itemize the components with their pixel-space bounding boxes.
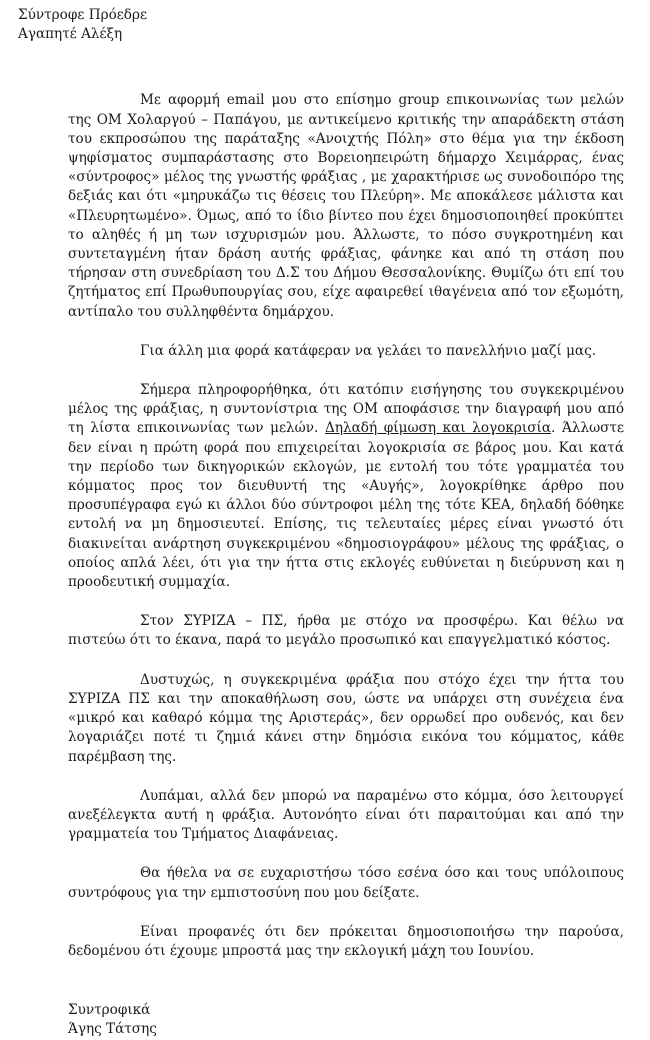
paragraph-3-text-after: . Άλλωστε δεν είναι η πρώτη φορά που επιχειρείται λογοκρισία σε βάρος μου. Και κατά την περίοδο των δικηγορικών εκλογών, με εντολή του τότε γραμματέα του κόμματος προς τον διευθυντή της «Αυγής», λογοκρίθηκε άρθρο που προσυπέγραφα εγώ κι άλλοι δύο σύντροφοι μέλη της τότε ΚΕΑ, δηλαδή δόθηκε εντολή να μη δημοσιευτεί. Επίσης, τις τελευταίες μέρες είναι γνωστό ότι διακινείται ανάρτηση συγκεκριμένου «δημοσιογράφου» μέλους της φράξιας, ο οποίος απλά λέει, ότι για την ήττα στις εκλογές ευθύνεται η διεύρυνση και η προοδευτική συμμαχία. xyxy=(68,420,624,591)
closing-signoff: Συντροφικά xyxy=(68,1002,151,1019)
paragraph-8: Είναι προφανές ότι δεν πρόκειται δημοσιοποιήσω την παρούσα, δεδομένου ότι έχουμε μπροστά μας την εκλογική μάχη του Ιουνίου. xyxy=(68,923,624,959)
paragraph-3-underlined-text: Δηλαδή φίμωση και λογοκρισία xyxy=(325,420,552,437)
paragraph-7: Θα ήθελα να σε ευχαριστήσω τόσο εσένα όσο και τους υπόλοιπους συντρόφους για την εμπιστοσύνη που μου δείξατε. xyxy=(68,865,624,901)
paragraph-3-text-before: Σήμερα πληροφορήθηκα, ότι κατόπιν εισήγησης του συγκεκριμένου μέλος της φράξιας, η συντονίστρια της ΟΜ αποφάσισε την διαγραφή μου από τη λίστα επικοινωνίας των μελών. xyxy=(68,382,624,437)
signature-name: Άγης Τάτσης xyxy=(68,1021,157,1038)
salutation-line-2: Αγαπητέ Αλέξη xyxy=(18,26,123,43)
paragraph-6: Λυπάμαι, αλλά δεν μπορώ να παραμένω στο κόμμα, όσο λειτουργεί ανεξέλεγκτα αυτή η φράξια. Αυτονόητο είναι ότι παραιτούμαι και από την γραμματεία του Τμήματος Διαφάνειας. xyxy=(68,787,624,843)
paragraph-5: Δυστυχώς, η συγκεκριμένα φράξια που στόχο έχει την ήττα του ΣΥΡΙΖΑ ΠΣ και την αποκαθήλωση σου, ώστε να υπάρχει στη συνέχεια ένα «μικρό και καθαρό κόμμα της Αριστεράς», δεν ορρωδεί προ ουδενός, και δεν λογαριάζει ποτέ τι ζημιά κάνει στην δημόσια εικόνα του κόμματος, κάθε παρέμβαση της. xyxy=(68,671,624,765)
salutation-line-1: Σύντροφε Πρόεδρε xyxy=(18,7,148,23)
paragraph-4: Στον ΣΥΡΙΖΑ – ΠΣ, ήρθα με στόχο να προσφέρω. Και θέλω να πιστεύω ότι το έκανα, παρά το μεγάλο προσωπικό και επαγγελματικό κόστος. xyxy=(68,613,624,649)
paragraph-3 xyxy=(18,381,632,592)
paragraph-1: Με αφορμή email μου στο επίσημο group επικοινωνίας των μελών της ΟΜ Χολαργού – Παπάγου, με αντικείμενο κριτικής την απαράδεκτη στάση του εκπροσώπου της παράταξης «Ανοιχτής Πόλη» στο θέμα για την έκδοση ψηφίσματος συμπαράστασης στο Βορειοηπειρώτη δήμαρχο Χειμάρρας, ένας «σύντροφος» μέλος της γνωστής φράξιας , με χαρακτήρισε ως συνοδοιπόρο της δεξιάς και ότι «μηρυκάζω τις θέσεις του Πλεύρη». Με αποκάλεσε μάλιστα και «Πλευρητωμένο». Όμως, από το ίδιο βίντεο που έχει δημοσιοποιηθεί προκύπτει το αληθές ή μη των ισχυρισμών μου. Άλλωστε, το πόσο συγκροτημένη και συντεταγμένη ήταν δράση αυτής φράξιας, φάνηκε και από τη στάση που τήρησαν στη συνεδρίαση του Δ.Σ του Δήμου Θεσσαλονίκης. Θυμίζω ότι επί του ζητήματος επί Πρωθυπουργίας σου, είχε αφαιρεθεί ιθαγένεια από τον εξωμότη, αντίπαλο του συλληφθέντα δημάρχου. xyxy=(68,92,624,320)
paragraph-2: Για άλλη μια φορά κατάφεραν να γελάει το πανελλήνιο μαζί μας. xyxy=(140,342,597,359)
